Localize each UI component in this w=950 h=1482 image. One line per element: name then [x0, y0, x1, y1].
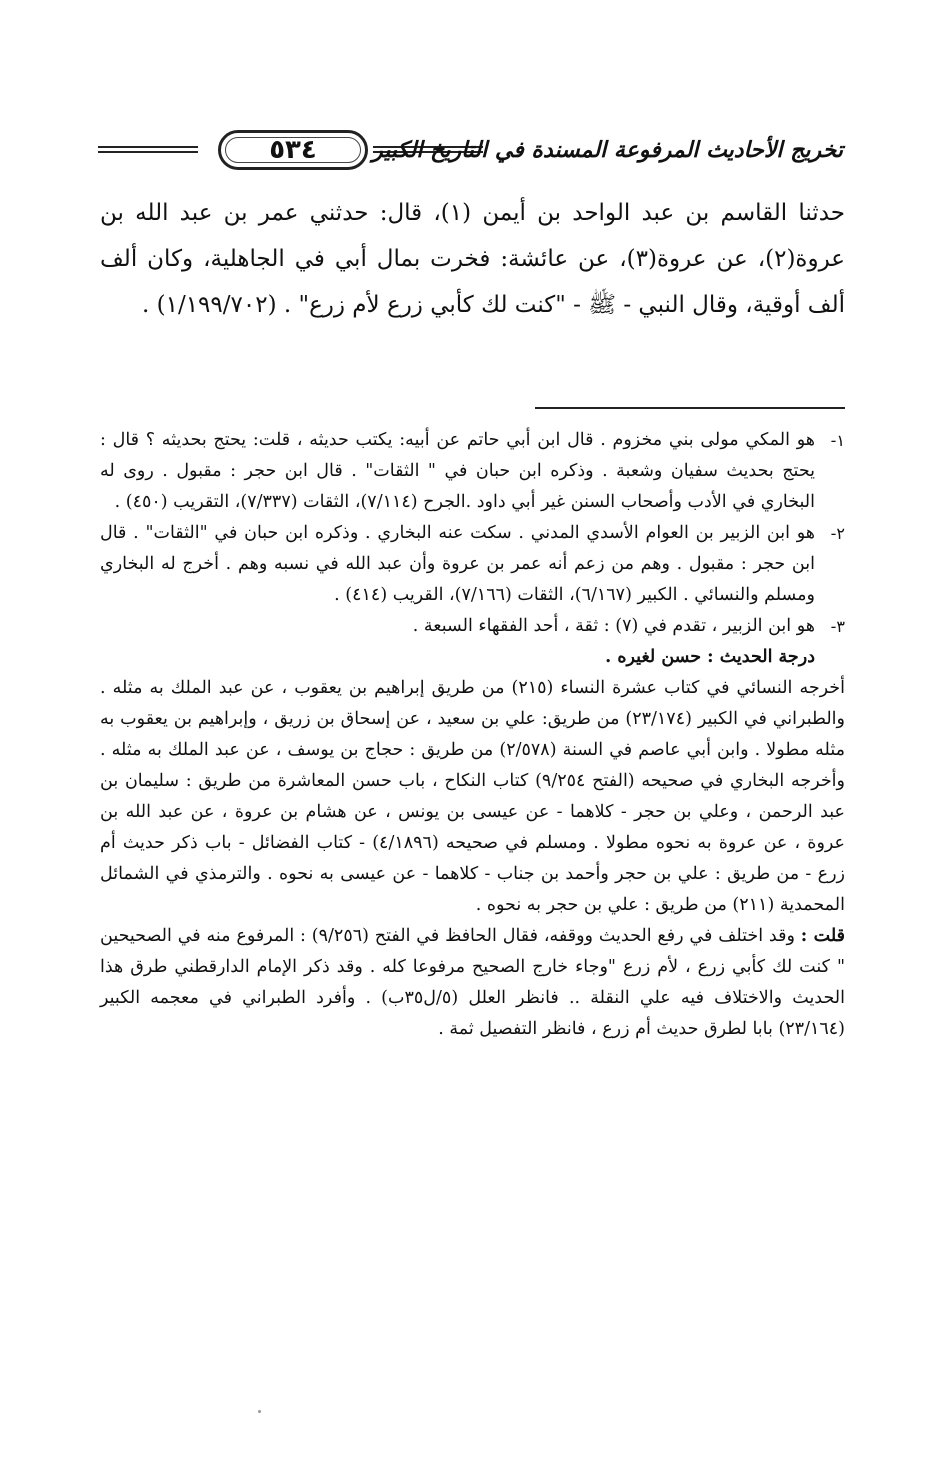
hadith-text: حدثنا القاسم بن عبد الواحد بن أيمن (١)، قال: حدثني عمر بن عبد الله بن عروة(٢)، عن عروة(٣)، عن عائشة: فخرت بمال أبي في الجاهلية، وكان ألف ألف أوقية، وقال النبي - ﷺ - "كنت لك كأبي زرع لأم زرع" . (١/١٩٩/٧٠٢) . [100, 200, 845, 318]
footnote-1 [100, 425, 845, 518]
hadith-grade: درجة الحديث : حسن لغيره . [605, 647, 815, 667]
footnote-number: ١- [830, 431, 845, 450]
hadith-text-block [100, 190, 845, 328]
header-rule-left [98, 146, 198, 153]
page-number: ٥٣٤ [269, 135, 317, 165]
comment-paragraph [100, 921, 845, 1045]
footnote-text: هو ابن الزبير ، تقدم في (٧) : ثقة ، أحد الفقهاء السبعة . [412, 616, 815, 636]
running-title: تخريج الأحاديث المرفوعة المسندة في التاريخ الكبير [372, 137, 843, 163]
footnote-text: هو ابن الزبير بن العوام الأسدي المدني . سكت عنه البخاري . وذكره ابن حبان في "الثقات" . قال ابن حجر : مقبول . وهم من زعم أنه عمر بن عروة وأن عبد الله في نسبه وهم . أخرج له البخاري ومسلم والنسائي . الكبير (٦/١٦٧)، الثقات (٧/١٦٦)، القريب (٤١٤) . [100, 523, 815, 605]
takhrij-paragraph: أخرجه النسائي في كتاب عشرة النساء (٢١٥) من طريق إبراهيم بن يعقوب ، عن عبد الملك به مثله . والطبراني في الكبير (٢٣/١٧٤) من طريق: علي بن سعيد ، عن إسحاق بن زريق ، وإبراهيم بن يعقوب به مثله مطولا . وابن أبي عاصم في السنة (٢/٥٧٨) من طريق : حجاج بن يوسف ، عن عبد الملك به مثله . وأخرجه البخاري في صحيحه (الفتح ٩/٢٥٤) كتاب النكاح ، باب حسن المعاشرة من طريق : سليمان بن عبد الرحمن ، وعلي بن حجر - كلاهما - عن عيسى بن يونس ، عن هشام بن عروة ، عن عبد الله بن عروة ، عن عروة به نحوه مطولا . ومسلم في صحيحه (٤/١٨٩٦) - كتاب الفضائل - باب ذكر حديث أم زرع - من طريق : علي بن حجر وأحمد بن جناب - كلاهما - عن عيسى به نحوه . والترمذي في الشمائل المحمدية (٢١١) من طريق : علي بن حجر به نحوه . [100, 678, 845, 915]
footnote-divider [535, 407, 845, 409]
footnote-3 [100, 611, 845, 642]
footnote-2 [100, 518, 845, 611]
footnote-number: ٢- [830, 524, 845, 543]
comment-label: قلت : [800, 926, 845, 946]
page-header [98, 128, 843, 172]
footnote-number: ٣- [830, 617, 845, 636]
scan-speck [258, 1410, 261, 1413]
footnote-text: هو المكي مولى بني مخزوم . قال ابن أبي حاتم عن أبيه: يكتب حديثه ، قلت: يحتج بحديثه ؟ قال : يحتج بحديث سفيان وشعبة . وذكره ابن حبان في " الثقات" . قال ابن حجر : مقبول . روى له البخاري في الأدب وأصحاب السنن غير أبي داود .الجرح (٧/١١٤)، الثقات (٧/٣٣٧)، التقريب (٤٥٠) . [100, 430, 815, 512]
comment-text: وقد اختلف في رفع الحديث ووقفه، فقال الحافظ في الفتح (٩/٢٥٦) : المرفوع منه في الصحيحين " كنت لك كأبي زرع ، لأم زرع "وجاء خارج الصحيح مرفوعا كله . وقد ذكر الإمام الدارقطني طرق هذا الحديث والاختلاف فيه علي النقلة .. فانظر العلل (٥/ل٣٥ب) . وأفرد الطبراني في معجمه الكبير (٢٣/١٦٤) بابا لطرق حديث أم زرع ، فانظر التفصيل ثمة . [100, 926, 845, 1039]
footnotes-section [100, 425, 845, 1045]
page-number-badge [218, 130, 368, 170]
